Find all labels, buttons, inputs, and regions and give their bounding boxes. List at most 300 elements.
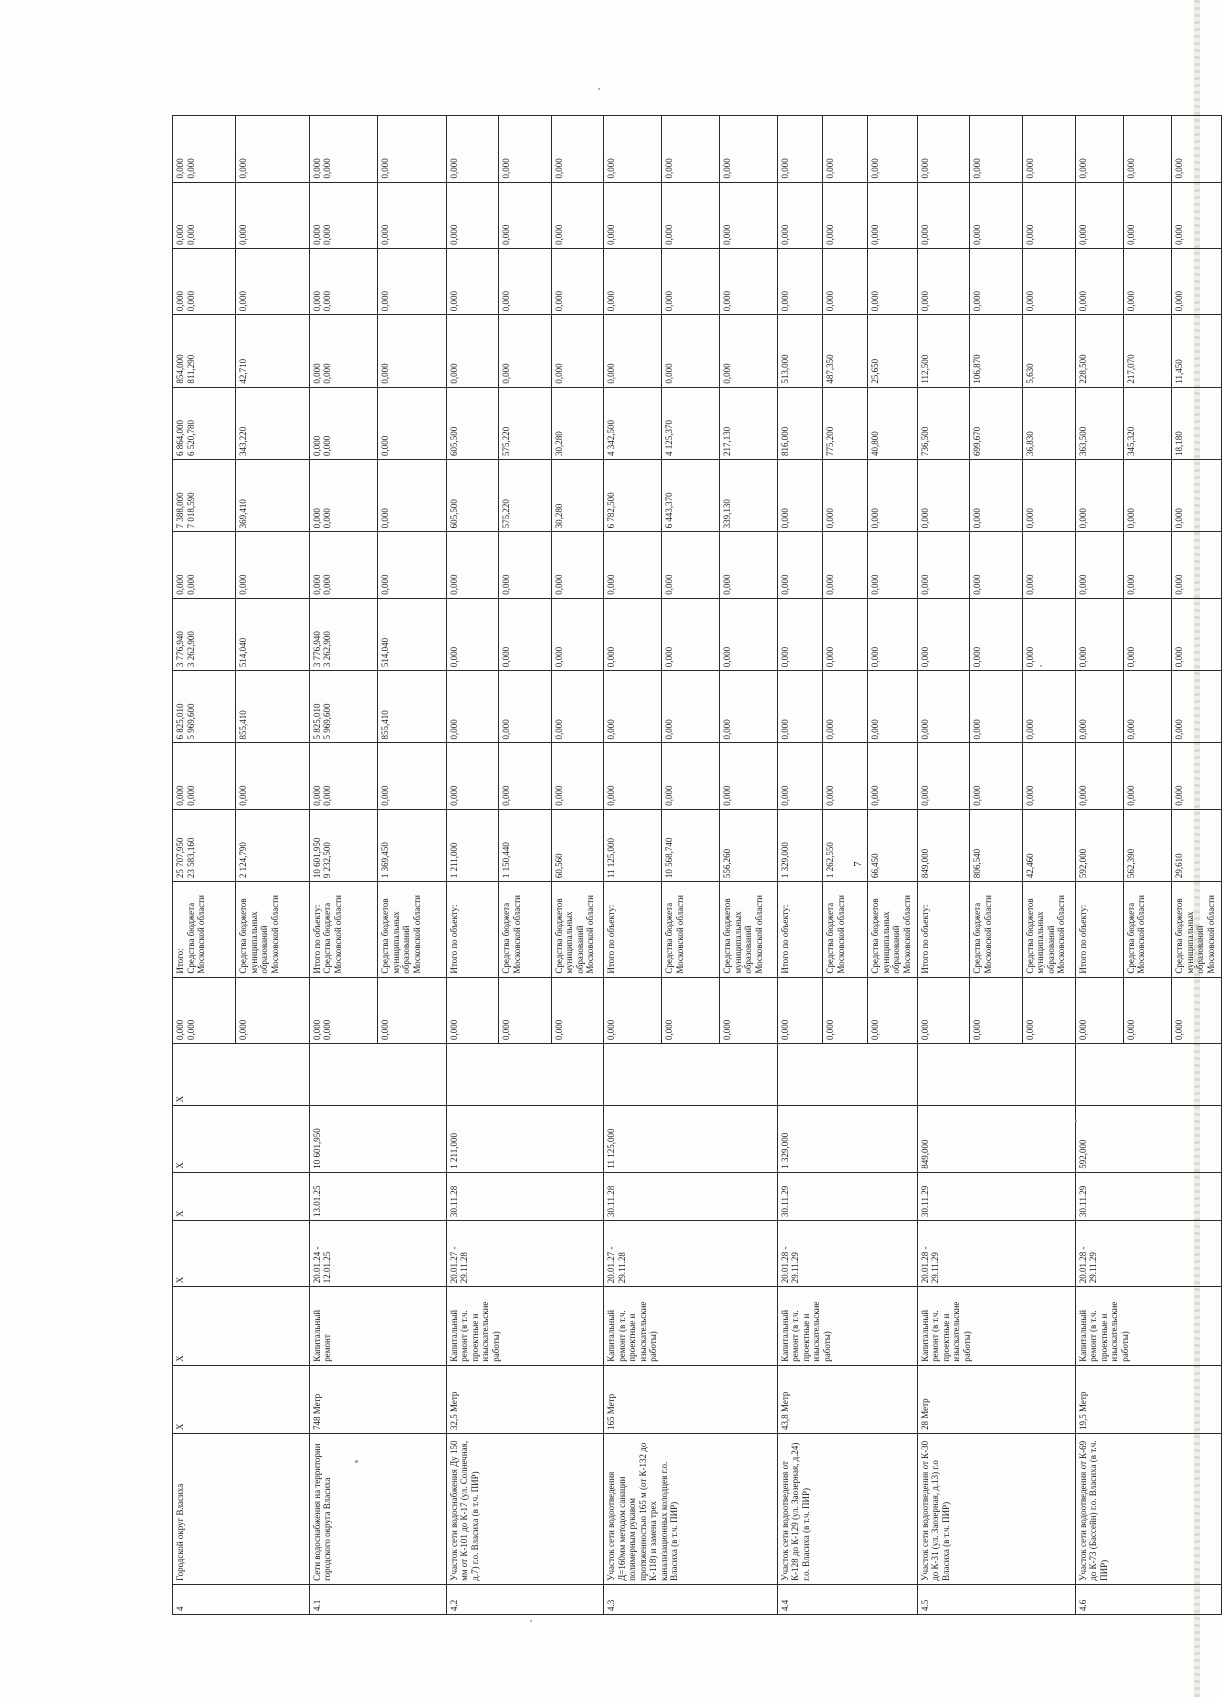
header-sub-value-cell-text: 343,220 — [238, 426, 249, 456]
funding-source-cell — [551, 882, 604, 978]
value-cell-text: 0,000 — [1125, 574, 1136, 595]
object-blank-cell — [446, 1044, 604, 1106]
object-dates-cell — [446, 1220, 604, 1286]
value-cell — [823, 743, 868, 809]
value-cell — [1172, 532, 1222, 598]
unfinanced-cell-text: 0,000 — [779, 1019, 790, 1041]
object-number-cell — [309, 1584, 446, 1614]
value-cell-text: 18,180 — [1174, 431, 1185, 456]
value-cell-text: 0,000 — [1174, 290, 1185, 312]
value-cell — [309, 116, 377, 183]
value-cell — [662, 182, 720, 248]
value-cell — [551, 182, 604, 248]
value-cell — [823, 116, 868, 183]
funding-source-cell-text: Средства бюджетов муниципальных образований Московской области — [870, 895, 912, 974]
table-row — [1075, 116, 1123, 1615]
header-cell — [173, 809, 236, 881]
value-cell — [1022, 459, 1075, 531]
value-cell-text: 0,000 — [606, 574, 617, 595]
value-cell — [309, 459, 377, 531]
funding-source-cell — [499, 882, 552, 978]
value-cell — [499, 116, 552, 183]
object-cost-cell-text: 1 329,000 — [779, 1132, 790, 1169]
value-cell-text: 0,000 — [448, 290, 459, 312]
funding-source-cell-text: Средства бюджетов муниципальных образований Московской области — [722, 895, 764, 974]
value-cell-text: 0,000 — [448, 224, 459, 245]
funding-source-cell — [309, 882, 377, 978]
header-cell-text: 7 388,000 7 018,590 — [175, 492, 196, 529]
value-cell — [309, 532, 377, 598]
value-cell-text: 30,280 — [553, 431, 564, 456]
value-cell-text: 0,000 — [972, 158, 983, 179]
value-cell-text: 40,800 — [870, 431, 881, 456]
header-sub-value-cell-text: 514,040 — [238, 637, 249, 668]
value-cell — [720, 315, 778, 387]
header-cell-text: Х — [175, 1276, 185, 1284]
value-cell-text: 0,000 — [380, 508, 391, 529]
value-cell-text: 0,000 — [664, 363, 675, 384]
value-cell-text: 0,000 — [825, 719, 836, 740]
unfinanced-cell-text: 0,000 — [919, 1019, 930, 1041]
value-cell-text: 0,000 — [825, 224, 836, 245]
object-finish-cell — [604, 1172, 778, 1220]
value-cell — [1123, 315, 1171, 387]
header-sub-value-cell — [236, 598, 310, 670]
value-cell-text: 0,000 — [1024, 574, 1035, 595]
table-row — [446, 116, 499, 1615]
value-cell-text: 0,000 — [870, 574, 881, 595]
value-cell — [1123, 116, 1171, 183]
value-cell-text: 4 125,370 — [664, 419, 675, 456]
value-cell-text: 0,000 — [919, 508, 930, 529]
value-cell — [551, 671, 604, 743]
value-cell — [777, 671, 822, 743]
value-cell — [446, 182, 499, 248]
value-cell-text: 0,000 — [1174, 719, 1185, 740]
value-cell — [917, 116, 970, 183]
object-dates-cell — [917, 1220, 1075, 1286]
header-sub-value-cell-text: 42,710 — [238, 358, 249, 384]
value-cell-text: 10 601,950 9 232,500 — [311, 837, 333, 879]
value-cell — [720, 532, 778, 598]
unfinanced-cell — [720, 977, 778, 1043]
object-finish-cell-text: 30.11.29 — [779, 1185, 790, 1217]
value-cell-text: 0,000 — [1125, 646, 1136, 668]
unfinanced-cell-text: 0,000 — [722, 1019, 733, 1041]
value-cell — [823, 315, 868, 387]
funding-source-cell — [970, 882, 1023, 978]
value-cell-text: 487,350 — [825, 354, 836, 384]
header-cell — [173, 598, 236, 670]
value-cell-text: 112,500 — [919, 354, 930, 384]
value-cell — [868, 387, 917, 459]
object-work-type-cell — [309, 1287, 446, 1365]
funding-source-cell — [446, 882, 499, 978]
value-cell-text: 0,000 — [722, 785, 733, 806]
unfinanced-cell — [917, 977, 970, 1043]
funding-source-cell-text: Средства бюджета Московской области — [972, 895, 993, 974]
value-cell — [970, 248, 1023, 314]
value-cell-text: 816,000 — [779, 426, 790, 456]
object-capacity-cell-text: 19,5 Метр — [1077, 1391, 1088, 1431]
header-cell — [173, 1365, 310, 1433]
funding-source-cell-text: Средства бюджетов муниципальных образований Московской области — [553, 895, 596, 974]
funding-source-cell-text: Средства бюджетов муниципальных образований Московской области — [380, 895, 422, 974]
funding-source-cell-text: Итого по объекту: — [779, 904, 790, 974]
value-cell-text: 0,000 — [825, 158, 836, 179]
object-number-cell-text: 4.2 — [448, 1599, 459, 1611]
value-cell-text: 0,000 — [553, 158, 564, 179]
unfinanced-cell — [551, 977, 604, 1043]
value-cell-text: 0,000 — [972, 785, 983, 806]
value-cell-text: 0,000 — [779, 785, 790, 806]
value-cell — [1123, 532, 1171, 598]
table-body — [173, 116, 1222, 1615]
value-cell — [917, 248, 970, 314]
header-sub-value-cell — [236, 387, 310, 459]
value-cell-text: 0,000 — [1077, 785, 1088, 806]
value-cell — [1172, 459, 1222, 531]
unfinanced-cell-text: 0,000 — [1024, 1019, 1035, 1041]
value-cell — [868, 182, 917, 248]
unfinanced-cell — [499, 977, 552, 1043]
value-cell — [1123, 743, 1171, 809]
value-cell-text: 514,040 — [380, 637, 391, 668]
value-cell — [917, 315, 970, 387]
table-row — [777, 116, 822, 1615]
value-cell-text: 0,000 — [919, 290, 930, 312]
value-cell — [970, 116, 1023, 183]
value-cell — [309, 387, 377, 459]
value-cell-text: 0,000 0,000 — [311, 785, 333, 806]
value-cell — [378, 743, 446, 809]
object-dates-cell-text: 20.01.27 - 29.11.28 — [606, 1246, 627, 1284]
object-number-cell-text: 4.4 — [779, 1599, 790, 1611]
value-cell-text: 0,000 — [501, 646, 512, 668]
unfinanced-cell-text: 0,000 0,000 — [311, 1019, 333, 1041]
object-finish-cell — [777, 1172, 917, 1220]
value-cell — [446, 248, 499, 314]
value-cell — [970, 671, 1023, 743]
funding-source-cell-text: Итого по объекту: — [606, 904, 617, 974]
value-cell-text: 0,000 — [1024, 719, 1035, 740]
value-cell-text: 605,500 — [448, 426, 459, 456]
value-cell-text: 0,000 — [606, 224, 617, 245]
object-dates-cell — [604, 1220, 778, 1286]
funding-source-cell — [1123, 882, 1171, 978]
object-name-cell — [917, 1434, 1075, 1585]
value-cell-text: 66,450 — [870, 853, 881, 879]
value-cell-text: 10 568,740 — [664, 837, 675, 879]
value-cell — [662, 459, 720, 531]
object-work-type-cell — [1075, 1287, 1221, 1365]
value-cell-text: 5 825,010 5 969,600 — [311, 703, 333, 740]
funding-source-cell — [777, 882, 822, 978]
unfinanced-cell-text: 0,000 — [380, 1019, 391, 1041]
value-cell — [604, 459, 662, 531]
value-cell — [1022, 809, 1075, 881]
value-cell-text: 0,000 — [501, 785, 512, 806]
header-sub-value-cell-text: 369,410 — [238, 499, 249, 529]
value-cell — [777, 315, 822, 387]
header-cell — [173, 882, 236, 978]
unfinanced-cell — [777, 977, 822, 1043]
value-cell — [720, 248, 778, 314]
value-cell — [446, 743, 499, 809]
value-cell — [1123, 809, 1171, 881]
value-cell-text: 0,000 — [919, 646, 930, 668]
object-finish-cell — [309, 1172, 446, 1220]
object-finish-cell-text: 30.11.29 — [919, 1185, 930, 1217]
object-work-type-cell — [604, 1287, 778, 1365]
value-cell-text: 42,460 — [1024, 853, 1035, 879]
value-cell-text: 0,000 — [380, 574, 391, 595]
funding-source-cell — [917, 882, 970, 978]
funding-source-cell-text: Итого по объекту: Средства бюджета Московской области — [311, 895, 343, 974]
value-cell-text: 0,000 — [606, 646, 617, 668]
value-cell-text: 1 150,440 — [501, 842, 512, 879]
unfinanced-cell — [662, 977, 720, 1043]
header-cell-text: Итого: Средства бюджета Московской области — [175, 895, 206, 974]
object-cost-cell-text: 10 601,950 — [311, 1128, 322, 1169]
value-cell-text: 0,000 — [1174, 785, 1185, 806]
value-cell — [446, 671, 499, 743]
value-cell — [604, 671, 662, 743]
value-cell-text: 1 211,000 — [448, 842, 459, 879]
value-cell-text: 106,870 — [972, 354, 983, 384]
header-cell — [173, 248, 236, 314]
value-cell — [309, 743, 377, 809]
header-sub-value-cell — [236, 182, 310, 248]
value-cell — [868, 532, 917, 598]
value-cell-text: 605,500 — [448, 499, 459, 529]
object-work-type-cell-text: Капитальный ремонт (в т.ч. проектные и изыскательские работы) — [1077, 1301, 1130, 1362]
header-cell-text: 0,000 0,000 — [175, 158, 196, 179]
value-cell-text: 0,000 — [722, 719, 733, 740]
value-cell — [970, 387, 1023, 459]
object-cost-cell — [309, 1106, 446, 1172]
object-capacity-cell-text: 165 Метр — [606, 1393, 617, 1431]
value-cell-text: 0,000 — [1077, 224, 1088, 245]
header-sub-value-cell — [236, 671, 310, 743]
value-cell-text: 363,500 — [1077, 426, 1088, 456]
value-cell-text: 0,000 — [1024, 158, 1035, 179]
object-capacity-cell — [917, 1365, 1075, 1433]
value-cell-text: 0,000 — [870, 719, 881, 740]
value-cell — [720, 182, 778, 248]
value-cell-text: 0,000 0,000 — [311, 574, 333, 595]
value-cell — [823, 598, 868, 670]
value-cell-text: 0,000 — [448, 574, 459, 595]
value-cell — [662, 598, 720, 670]
value-cell-text: 0,000 — [779, 508, 790, 529]
header-cell-text: 6 864,000 6 520,780 — [175, 419, 196, 456]
value-cell — [868, 459, 917, 531]
value-cell-text: 0,000 — [380, 435, 391, 456]
unfinanced-cell — [1022, 977, 1075, 1043]
value-cell — [378, 809, 446, 881]
header-sub-value-cell-text: 855,410 — [238, 710, 249, 740]
value-cell-text: 0,000 — [664, 574, 675, 595]
value-cell-text: 0,000 — [1077, 574, 1088, 595]
value-cell-text: 0,000 — [553, 785, 564, 806]
value-cell-text: 0,000 — [779, 719, 790, 740]
value-cell-text: 0,000 — [606, 785, 617, 806]
object-blank-cell — [604, 1044, 778, 1106]
header-sub-value-cell — [236, 809, 310, 881]
header-sub-value-cell-text: 0,000 — [238, 574, 249, 595]
value-cell-text: 25,650 — [870, 358, 881, 384]
object-finish-cell-text: 30.11.28 — [606, 1185, 617, 1217]
value-cell-text: 0,000 — [870, 158, 881, 179]
object-capacity-cell — [604, 1365, 778, 1433]
value-cell — [1123, 598, 1171, 670]
value-cell — [970, 459, 1023, 531]
value-cell — [823, 387, 868, 459]
value-cell-text: 0,000 — [722, 574, 733, 595]
funding-source-cell-text: Средства бюджета Московской области — [501, 895, 522, 974]
object-name-cell-text: Участок сети водоотведения от К-128 до К-129 (ул. Заозерная, д.24) г.о. Власиха (в т.ч. ПИР) — [779, 1442, 811, 1581]
header-source-cell-text: Средства бюджетов муниципальных образований Московской области — [238, 895, 280, 974]
funding-source-cell-text: Средства бюджета Московской области — [664, 895, 685, 974]
value-cell — [499, 743, 552, 809]
value-cell — [309, 182, 377, 248]
value-cell — [499, 387, 552, 459]
object-name-cell — [309, 1434, 446, 1585]
header-cell-text: 6 825,010 5 969,600 — [175, 703, 196, 740]
value-cell — [1172, 809, 1222, 881]
value-cell — [720, 116, 778, 183]
value-cell — [823, 459, 868, 531]
object-name-cell — [777, 1434, 917, 1585]
value-cell-text: 0,000 — [664, 290, 675, 312]
value-cell — [309, 598, 377, 670]
value-cell-text: 0,000 — [501, 363, 512, 384]
object-dates-cell — [777, 1220, 917, 1286]
header-cell-text: Х — [175, 1095, 185, 1103]
header-sub-value-cell — [236, 248, 310, 314]
value-cell-text: 0,000 — [919, 719, 930, 740]
unfinanced-cell — [446, 977, 499, 1043]
table-row — [604, 116, 662, 1615]
unfinanced-cell — [868, 977, 917, 1043]
header-sub-value-cell-text: 0,000 — [238, 785, 249, 806]
value-cell-text: 0,000 — [380, 224, 391, 245]
value-cell — [720, 809, 778, 881]
value-cell-text: 0,000 — [779, 574, 790, 595]
object-blank-cell — [1075, 1044, 1221, 1106]
object-number-cell-text: 4.1 — [311, 1599, 322, 1611]
value-cell — [1022, 315, 1075, 387]
object-finish-cell-text: 30.11.29 — [1077, 1185, 1088, 1217]
value-cell — [1172, 387, 1222, 459]
value-cell-text: 0,000 — [722, 290, 733, 312]
value-cell-text: 0,000 — [553, 224, 564, 245]
value-cell — [868, 671, 917, 743]
value-cell-text: 0,000 — [870, 224, 881, 245]
value-cell-text: 0,000 — [870, 646, 881, 668]
object-finish-cell — [1075, 1172, 1221, 1220]
object-name-cell-text: Участок сети водоотведения Д=160мм методом санации полимерным рукавом протяженностью 165 м (от К-132 до К-118) и замена трех канализационных колодцев г.о. Власиха (в т.ч. ПИР) — [606, 1442, 680, 1581]
object-dates-cell-text: 20.01.24 - 12.01.25 — [311, 1246, 333, 1284]
value-cell-text: 29,610 — [1174, 853, 1185, 879]
value-cell — [823, 182, 868, 248]
value-cell — [499, 532, 552, 598]
header-cell-text: 0,000 0,000 — [175, 224, 196, 245]
value-cell-text: 0,000 — [553, 290, 564, 312]
value-cell — [662, 248, 720, 314]
value-cell-text: 562,390 — [1125, 848, 1136, 879]
value-cell — [777, 743, 822, 809]
header-sub-value-cell-text: 0,000 — [238, 224, 249, 245]
value-cell-text: 0,000 — [722, 646, 733, 668]
object-work-type-cell — [777, 1287, 917, 1365]
object-number-cell-text: 4.6 — [1077, 1599, 1088, 1611]
value-cell-text: 0,000 — [1024, 785, 1035, 806]
value-cell-text: 0,000 — [972, 224, 983, 245]
header-cell-text: 0,000 0,000 — [175, 290, 196, 312]
value-cell — [604, 116, 662, 183]
value-cell — [917, 182, 970, 248]
value-cell — [1075, 532, 1123, 598]
funding-source-cell — [604, 882, 662, 978]
value-cell — [499, 598, 552, 670]
value-cell-text: 0,000 — [1077, 719, 1088, 740]
value-cell — [1172, 248, 1222, 314]
value-cell — [720, 743, 778, 809]
funding-source-cell-text: Средства бюджета Московской области — [825, 895, 846, 974]
object-work-type-cell-text: Капитальный ремонт (в т.ч. проектные и изыскательские работы) — [606, 1301, 659, 1362]
value-cell-text: 0,000 — [606, 719, 617, 740]
value-cell — [551, 598, 604, 670]
value-cell — [1075, 248, 1123, 314]
funding-source-cell-text: Итого по объекту: — [919, 904, 930, 974]
funding-source-cell — [662, 882, 720, 978]
value-cell-text: 0,000 — [553, 363, 564, 384]
value-cell — [378, 459, 446, 531]
value-cell-text: 0,000 — [1174, 158, 1185, 179]
value-cell-text: 0,000 — [722, 158, 733, 179]
unfinanced-cell-text: 0,000 — [825, 1019, 836, 1041]
value-cell — [777, 459, 822, 531]
value-cell — [917, 671, 970, 743]
value-cell — [662, 315, 720, 387]
value-cell — [917, 743, 970, 809]
value-cell — [446, 809, 499, 881]
unfinanced-cell-text: 0,000 — [1125, 1019, 1136, 1041]
object-number-cell-text: 4.5 — [919, 1599, 930, 1611]
value-cell — [720, 671, 778, 743]
value-cell — [499, 459, 552, 531]
header-cell-text: Х — [175, 1355, 185, 1362]
value-cell-text: 0,000 — [779, 646, 790, 668]
object-finish-cell — [446, 1172, 604, 1220]
value-cell — [551, 116, 604, 183]
value-cell-text: 4 342,500 — [606, 419, 617, 456]
object-capacity-cell — [777, 1365, 917, 1433]
value-cell — [823, 532, 868, 598]
header-cell — [173, 315, 236, 387]
value-cell-text: 0,000 — [501, 719, 512, 740]
funding-source-cell-text: Средства бюджетов муниципальных образований Московской области — [1174, 895, 1216, 974]
value-cell-text: 0,000 — [919, 785, 930, 806]
object-finish-cell — [917, 1172, 1075, 1220]
object-dates-cell-text: 20.01.28 - 29.11.29 — [1077, 1246, 1099, 1284]
header-sub-value-cell — [236, 315, 310, 387]
value-cell — [1123, 182, 1171, 248]
table-row — [173, 116, 236, 1615]
value-cell-text: 0,000 — [825, 290, 836, 312]
